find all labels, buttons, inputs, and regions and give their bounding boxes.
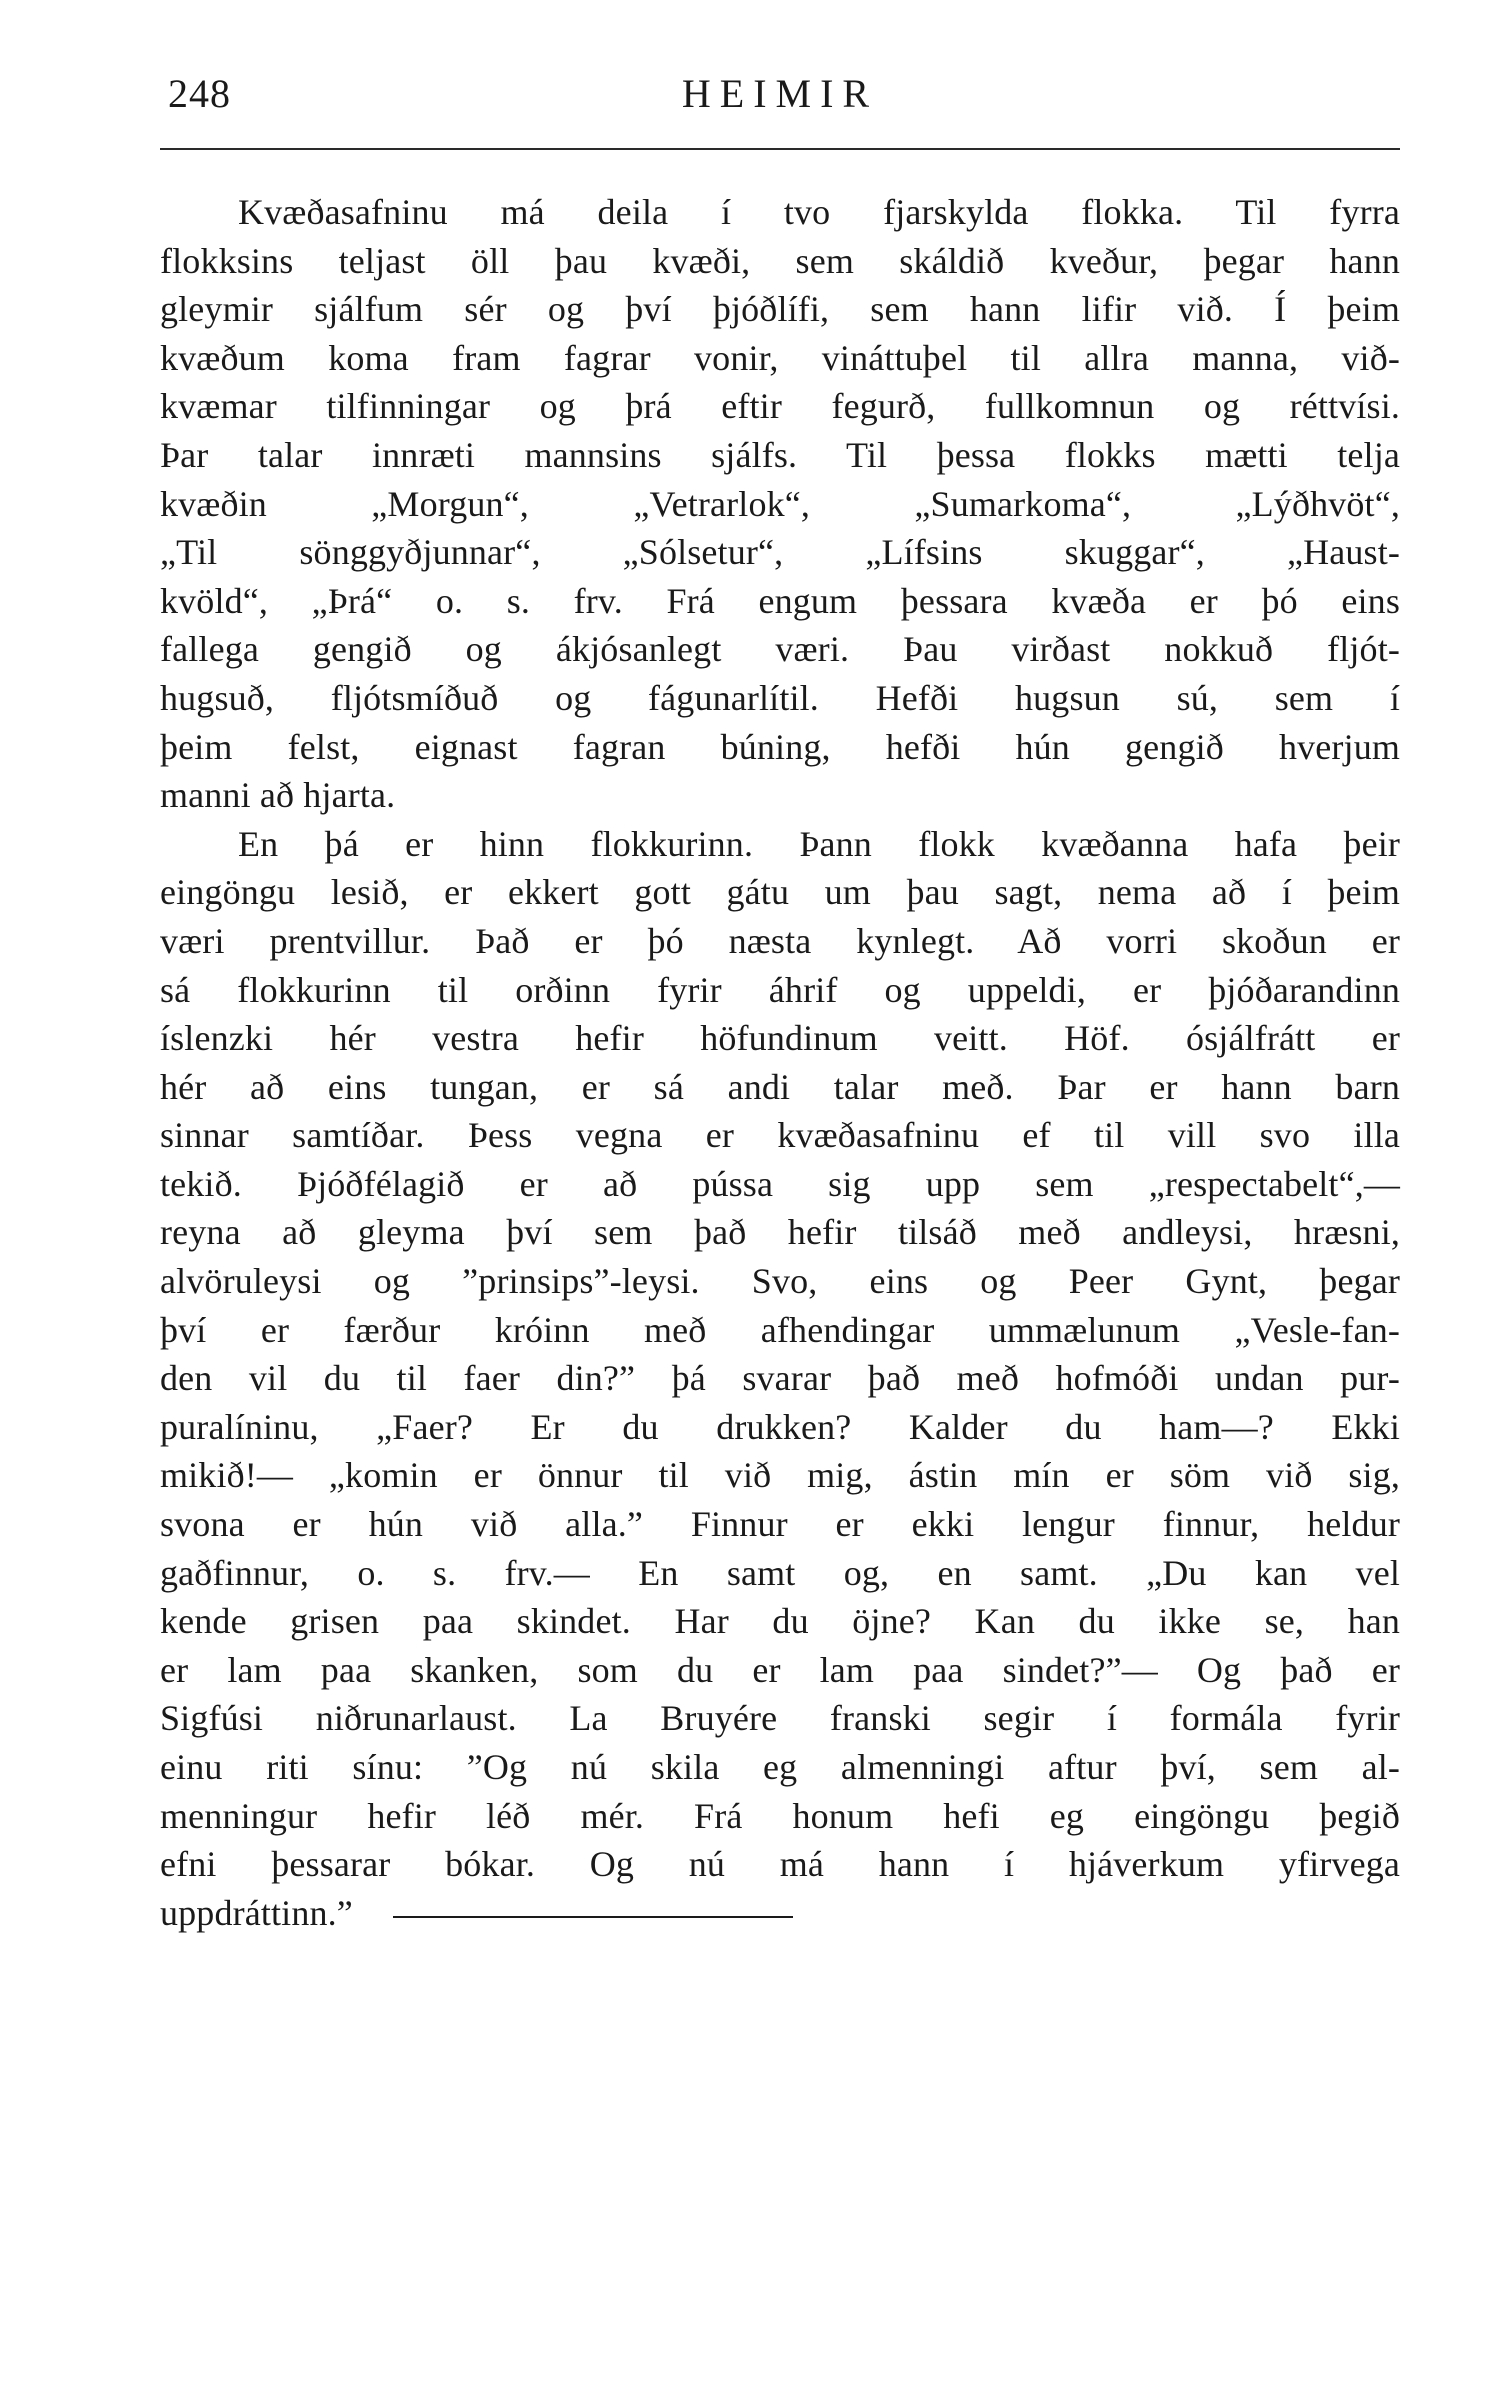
line-text: kende grisen paa skindet. Har du öjne? Kan du ikke se, han [160,1601,1400,1642]
text-line [160,868,1400,917]
text-line [160,1646,1400,1695]
text-line [160,528,1400,577]
line-text: menningur hefir léð mér. Frá honum hefi eg eingöngu þegið [160,1795,1400,1836]
line-text: einu riti sínu: ”Og nú skila eg almenningi aftur því, sem al- [160,1747,1400,1787]
text-line [160,1208,1400,1257]
text-line [160,1160,1400,1209]
text-line [160,1840,1400,1889]
line-text: flokksins teljast öll þau kvæði, sem skáldið kveður, þegar hann [160,240,1400,281]
text-line [160,1063,1400,1112]
text-line [160,577,1400,626]
text-line [160,674,1400,723]
line-text: En þá er hinn flokkurinn. Þann flokk kvæðanna hafa þeir [238,823,1400,864]
line-text: hugsuð, fljótsmíðuð og fágunarlítil. Hefði hugsun sú, sem í [160,677,1400,718]
line-text: eingöngu lesið, er ekkert gott gátu um þau sagt, nema að í þeim [160,872,1400,913]
text-line [160,285,1400,334]
line-text: væri prentvillur. Það er þó næsta kynlegt. Að vorri skoðun er [160,920,1400,961]
line-text: kvæmar tilfinningar og þrá eftir fegurð, fullkomnun og réttvísi. [160,386,1400,427]
journal-title: HEIMIR [681,71,879,116]
line-text: Þar talar innræti mannsins sjálfs. Til þessa flokks mætti telja [160,434,1400,475]
text-line [160,334,1400,383]
text-line [160,1014,1400,1063]
line-text: kvöld“, „Þrá“ o. s. frv. Frá engum þessara kvæða er þó eins [160,580,1400,621]
page-number: 248 [168,71,231,116]
line-text: alvöruleysi og ”prinsips”-leysi. Svo, eins og Peer Gynt, þegar [160,1261,1400,1302]
line-text: sinnar samtíðar. Þess vegna er kvæðasafninu ef til vill svo illa [160,1115,1400,1156]
line-text: kvæðin „Morgun“, „Vetrarlok“, „Sumarkoma“, „Lýðhvöt“, [160,483,1400,524]
running-head [160,70,1400,130]
text-line [160,820,1400,869]
line-text: uppdráttinn.” [160,1892,353,1933]
line-text: svona er hún við alla.” Finnur er ekki lengur finnur, heldur [160,1504,1400,1545]
line-text: því er færður króinn með afhendingar ummælunum „Vesle-fan- [160,1309,1400,1350]
text-line [160,1403,1400,1452]
header-rule [160,148,1400,150]
line-text: puralíninu, „Faer? Er du drukken? Kalder du ham—? Ekki [160,1406,1400,1447]
line-text: þeim felst, eignast fagran búning, hefði hún gengið hverjum [160,726,1400,767]
line-text: gleymir sjálfum sér og því þjóðlífi, sem hann lifir við. Í þeim [160,289,1400,330]
line-text: gaðfinnur, o. s. frv.— En samt og, en samt. „Du kan vel [160,1552,1400,1593]
line-text: fallega gengið og ákjósanlegt væri. Þau virðast nokkuð fljót- [160,629,1400,670]
text-line [160,1451,1400,1500]
text-line [160,771,1400,820]
line-text: Kvæðasafninu má deila í tvo fjarskylda flokka. Til fyrra [238,192,1400,232]
text-line [160,1111,1400,1160]
text-line [160,480,1400,529]
line-text: hér að eins tungan, er sá andi talar með. Þar er hann barn [160,1066,1400,1107]
line-text: er lam paa skanken, som du er lam paa sindet?”— Og það er [160,1649,1400,1690]
text-line [160,1889,1400,1938]
end-rule [393,1916,793,1918]
line-text: sá flokkurinn til orðinn fyrir áhrif og uppeldi, er þjóðarandinn [160,969,1400,1010]
text-line [160,382,1400,431]
text-line [160,431,1400,480]
line-text: den vil du til faer din?” þá svarar það með hofmóði undan pur- [160,1358,1400,1399]
text-line [160,723,1400,772]
text-line [160,1694,1400,1743]
text-line [160,1354,1400,1403]
line-text: manni að hjarta. [160,775,396,816]
text-line [160,917,1400,966]
text-line [160,1597,1400,1646]
line-text: tekið. Þjóðfélagið er að pússa sig upp sem „respectabelt“,— [160,1163,1400,1204]
line-text: reyna að gleyma því sem það hefir tilsáð með andleysi, hræsni, [160,1212,1400,1253]
text-line [160,1306,1400,1355]
line-text: kvæðum koma fram fagrar vonir, vináttuþel til allra manna, við- [160,337,1400,378]
text-line [160,966,1400,1015]
line-text: Sigfúsi niðrunarlaust. La Bruyére franski segir í formála fyrir [160,1698,1400,1739]
text-line [160,1743,1400,1792]
text-line [160,1500,1400,1549]
text-line [160,188,1400,237]
line-text: mikið!— „komin er önnur til við mig, ástin mín er söm við sig, [160,1455,1400,1496]
text-line [160,1257,1400,1306]
line-text: íslenzki hér vestra hefir höfundinum veitt. Höf. ósjálfrátt er [160,1018,1400,1059]
text-line [160,1792,1400,1841]
text-line [160,1549,1400,1598]
line-text: „Til sönggyðjunnar“, „Sólsetur“, „Lífsins skuggar“, „Haust- [160,532,1400,573]
text-line [160,237,1400,286]
text-line [160,625,1400,674]
body-text [160,188,1400,1937]
line-text: efni þessarar bókar. Og nú má hann í hjáverkum yfirvega [160,1844,1400,1885]
